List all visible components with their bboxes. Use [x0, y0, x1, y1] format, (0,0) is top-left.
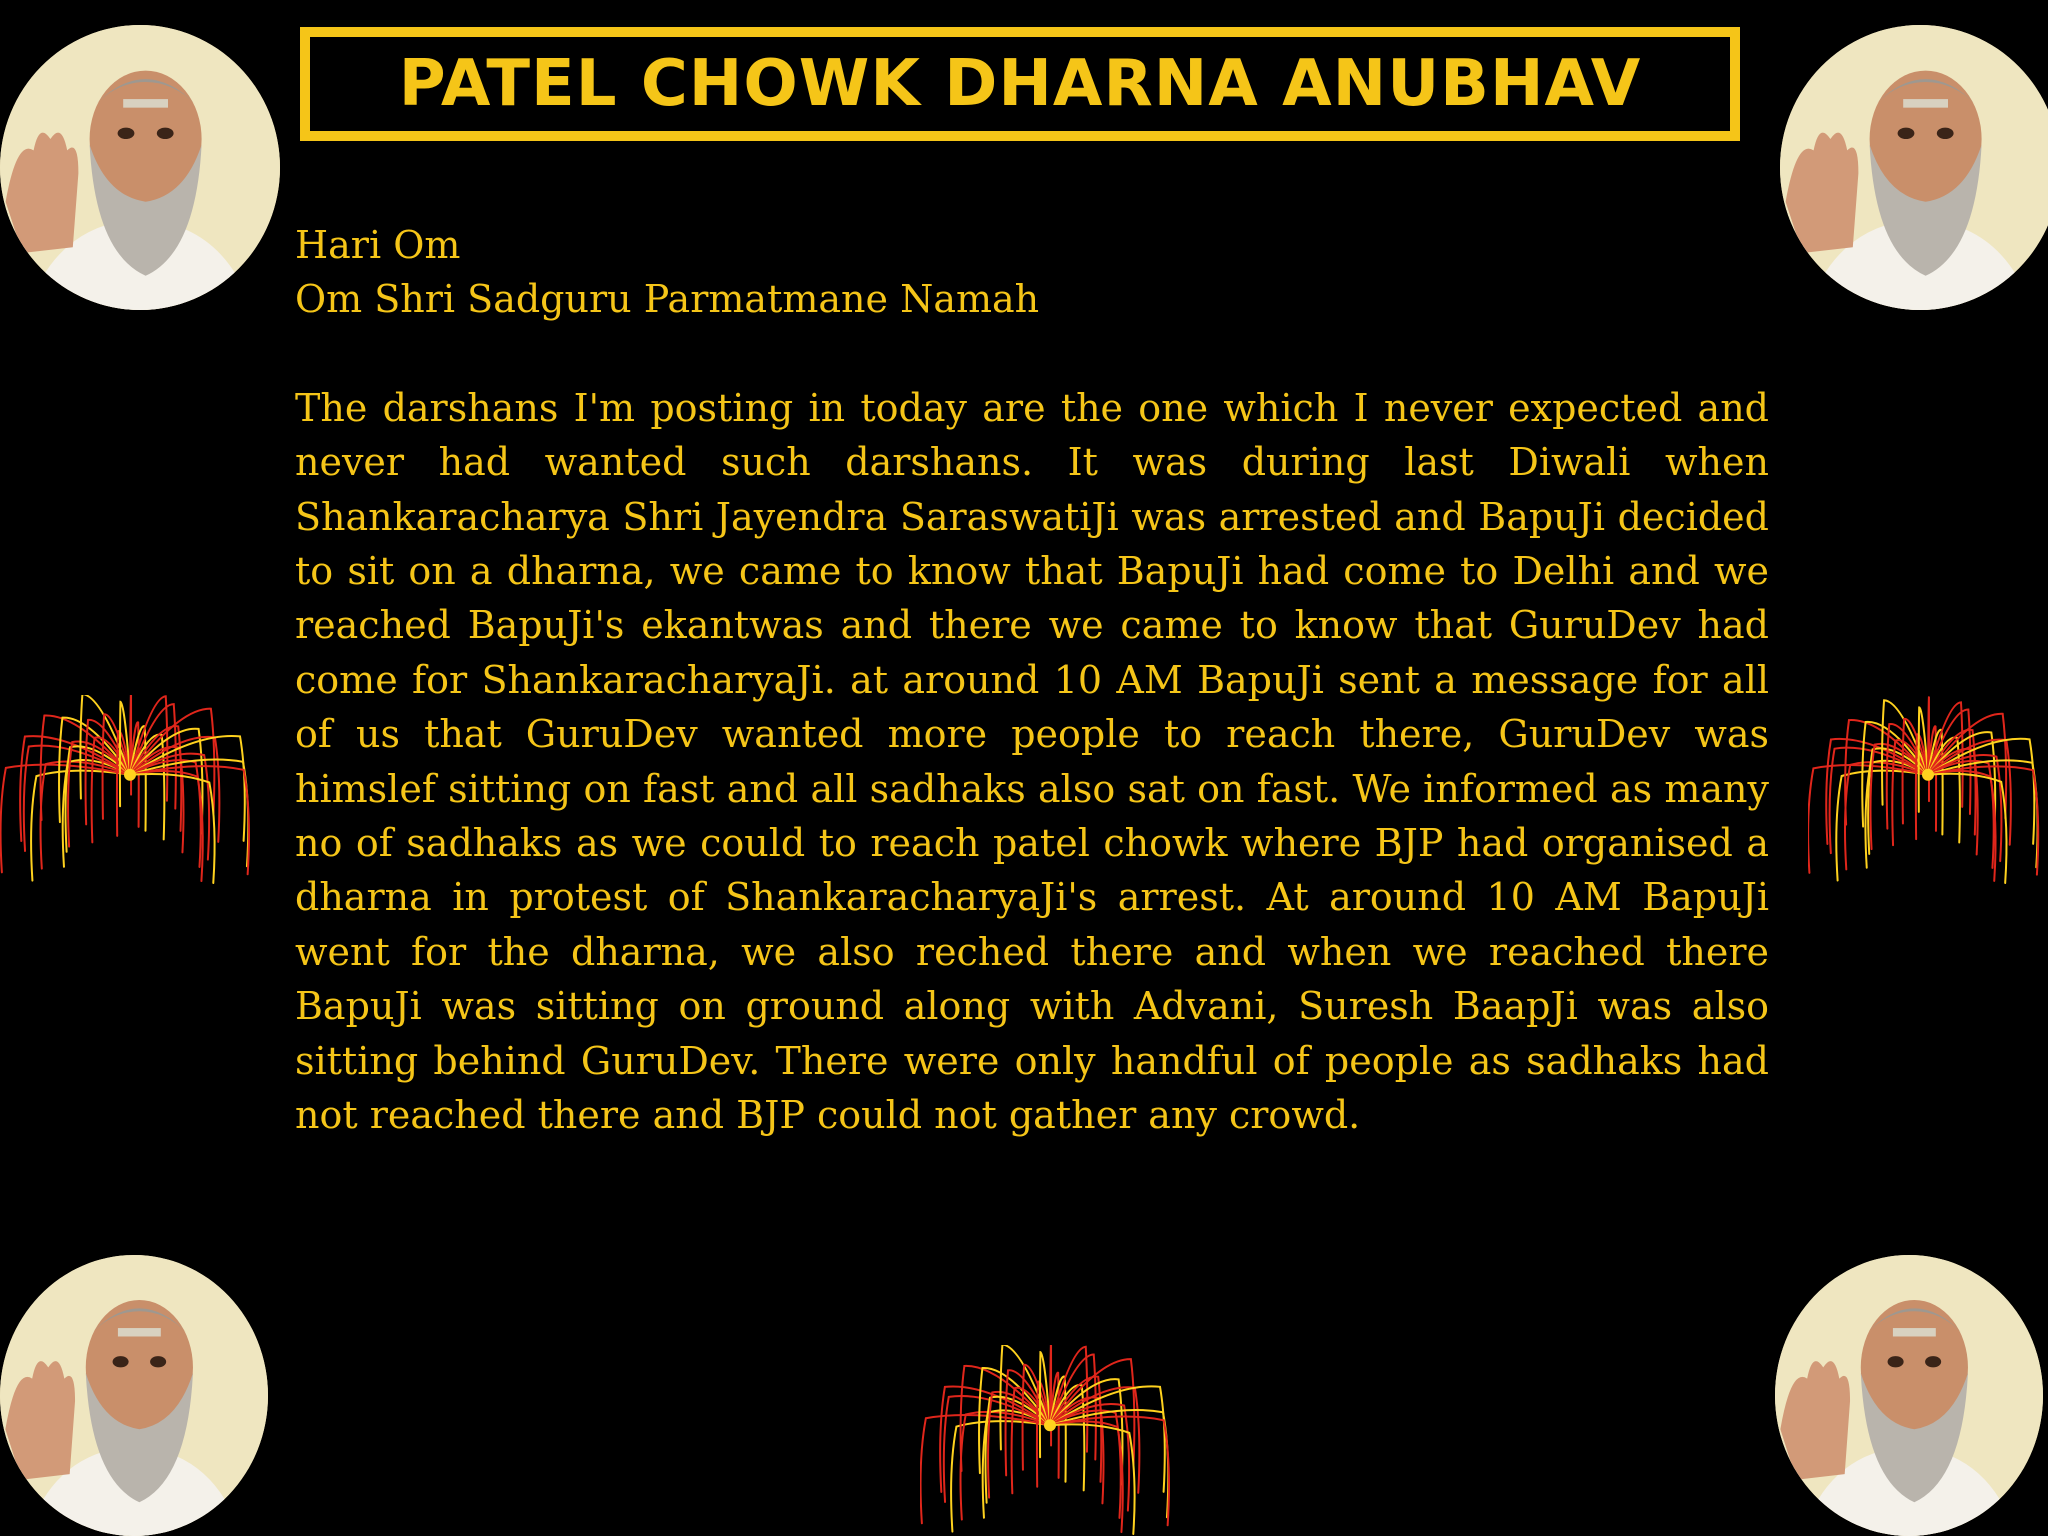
guru-portrait-icon — [0, 25, 280, 310]
guru-portrait-icon — [0, 1255, 268, 1536]
page-title: PATEL CHOWK DHARNA ANUBHAV — [398, 47, 1642, 121]
body-paragraph: The darshans I'm posting in today are the one which I never expected and never had wanted such darshans. It was during last Diwali when Shankaracharya Shri Jayendra SaraswatiJi was arrested and BapuJi decided to sit on a dharna, we came to know that BapuJi had come to Delhi and we reached BapuJi's ekantwas and there we came to know that GuruDev had come for ShankaracharyaJi. at around 10 AM BapuJi sent a message for all of us that GuruDev wanted more people to reach there, GuruDev was himslef sitting on fast and all sadhaks also sat on fast. We informed as many no of sadhaks as we could to reach patel chowk where BJP had organised a dharna in protest of ShankaracharyaJi's arrest. At around 10 AM BapuJi went for the dharna, we also reched there and when we reached there BapuJi was sitting on ground along with Advani, Suresh BaapJi was also sitting behind GuruDev. There were only handful of people as sadhaks had not reached there and BJP could not gather any crowd. — [295, 385, 1769, 1138]
firework-icon — [0, 695, 260, 885]
greeting-line-2: Om Shri Sadguru Parmatmane Namah — [295, 277, 1040, 322]
guru-portrait-icon — [1780, 25, 2048, 310]
article-body — [295, 218, 1769, 1143]
paragraph-spacer — [295, 327, 1769, 381]
title-banner — [300, 27, 1740, 141]
greeting-line-1: Hari Om — [295, 223, 461, 267]
firework-icon — [1808, 695, 2048, 885]
firework-icon — [920, 1345, 1180, 1536]
guru-portrait-icon — [1775, 1255, 2043, 1536]
